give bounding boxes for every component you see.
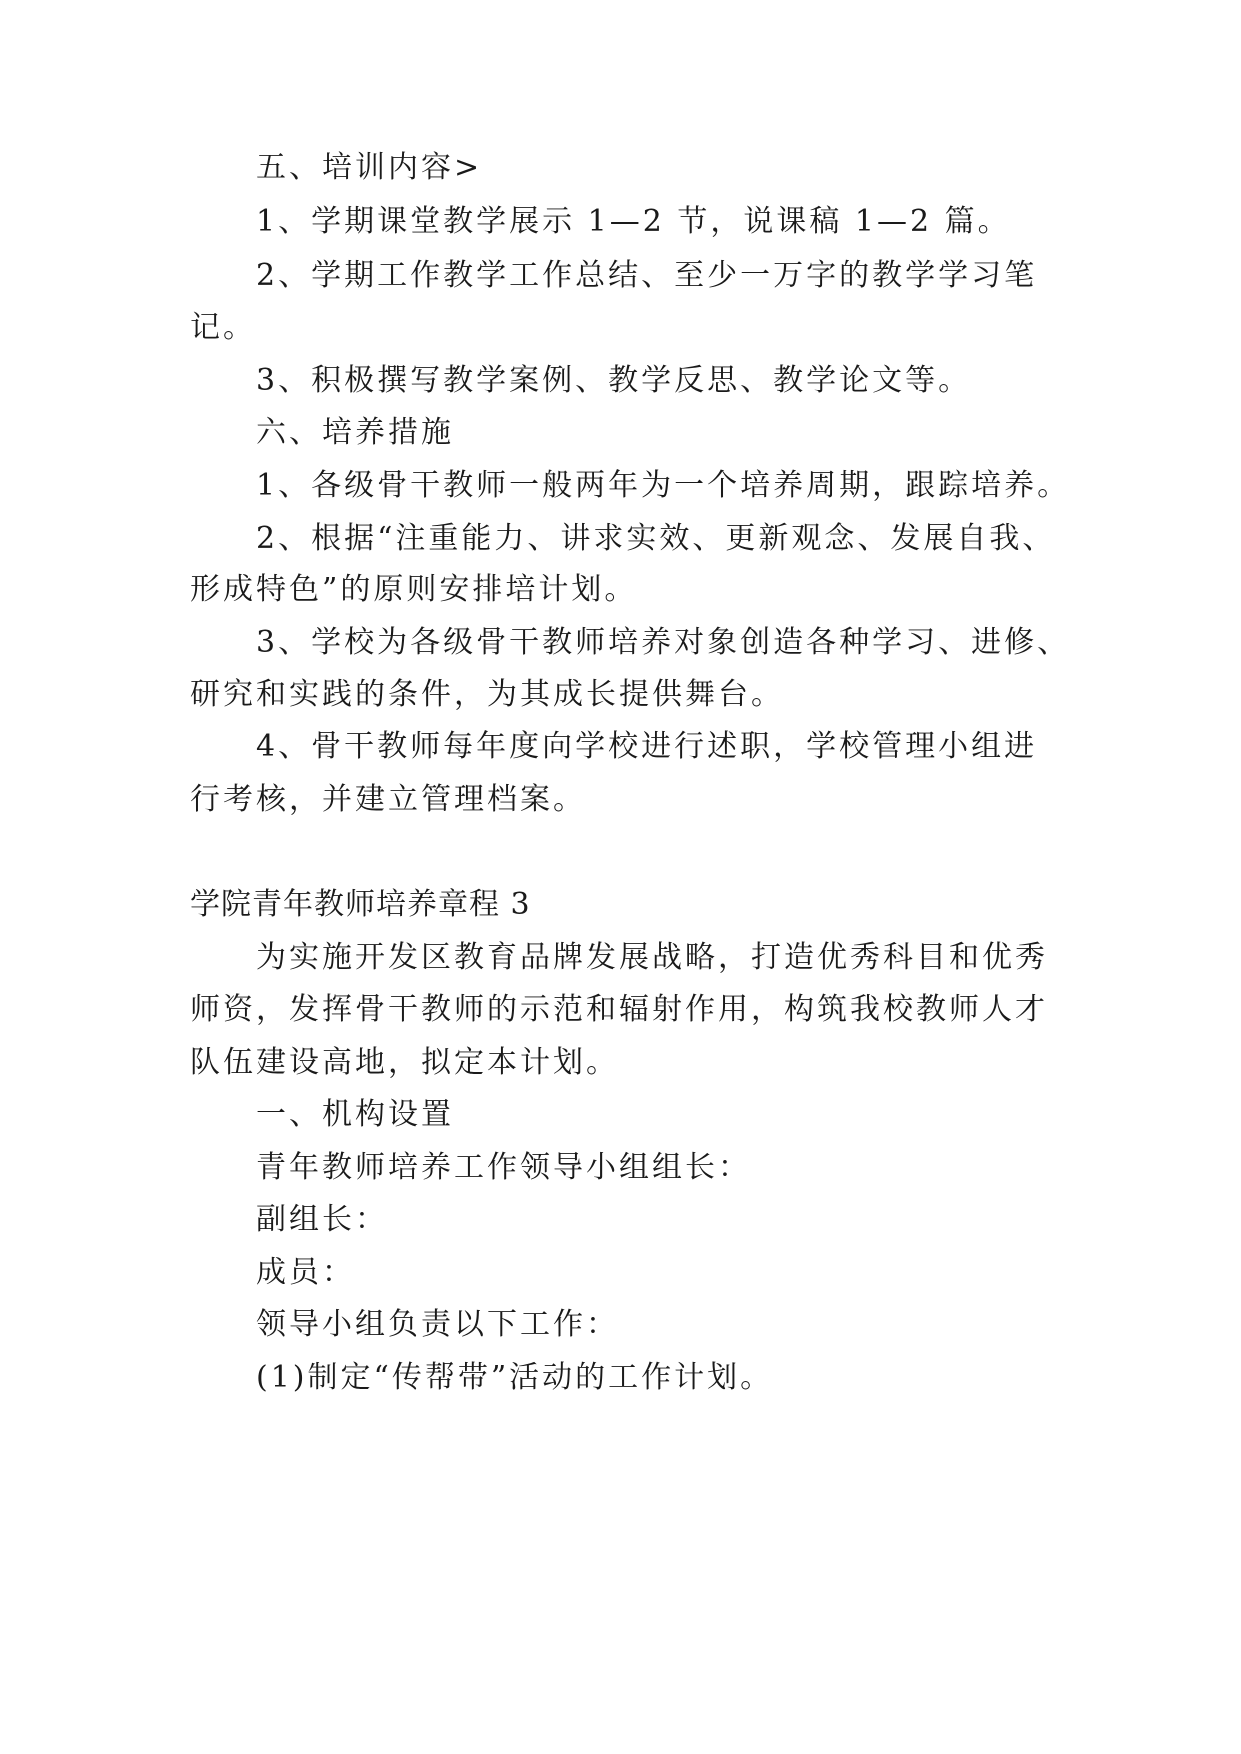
paragraph-line: 3、积极撰写教学案例、教学反思、教学论文等。 — [256, 363, 972, 398]
paragraph-line: 形成特色”的原则安排培计划。 — [190, 572, 638, 607]
paragraph-line: 研究和实践的条件，为其成长提供舞台。 — [190, 677, 784, 712]
paragraph-line: 师资，发挥骨干教师的示范和辐射作用，构筑我校教师人才 — [190, 992, 1048, 1027]
paragraph-line: 队伍建设高地，拟定本计划。 — [190, 1045, 619, 1080]
section-heading-training-content: 五、培训内容> — [256, 150, 483, 185]
document-title: 学院青年教师培养章程 3 — [190, 887, 531, 922]
paragraph-line: 2、学期工作教学工作总结、至少一万字的教学学习笔 — [256, 258, 1038, 293]
paragraph-line: (1)制定“传帮带”活动的工作计划。 — [256, 1360, 774, 1395]
paragraph-line: 3、学校为各级骨干教师培养对象创造各种学习、进修、 — [256, 625, 1071, 660]
section-heading-organization: 一、机构设置 — [256, 1097, 454, 1132]
paragraph-line: 成员： — [256, 1255, 355, 1290]
paragraph-line: 记。 — [190, 310, 256, 345]
section-heading-measures: 六、培养措施 — [256, 415, 454, 450]
paragraph-line: 青年教师培养工作领导小组组长： — [256, 1150, 751, 1185]
paragraph-line: 2、根据“注重能力、讲求实效、更新观念、发展自我、 — [256, 521, 1056, 556]
paragraph-line: 1、学期课堂教学展示 1—2 节，说课稿 1—2 篇。 — [256, 204, 1011, 239]
paragraph-line: 行考核，并建立管理档案。 — [190, 782, 586, 817]
paragraph-line: 1、各级骨干教师一般两年为一个培养周期，跟踪培养。 — [256, 468, 1071, 503]
paragraph-line: 领导小组负责以下工作： — [256, 1307, 619, 1342]
paragraph-line: 4、骨干教师每年度向学校进行述职，学校管理小组进 — [256, 729, 1038, 764]
paragraph-line: 为实施开发区教育品牌发展战略，打造优秀科目和优秀 — [256, 940, 1048, 975]
paragraph-line: 副组长： — [256, 1202, 388, 1237]
